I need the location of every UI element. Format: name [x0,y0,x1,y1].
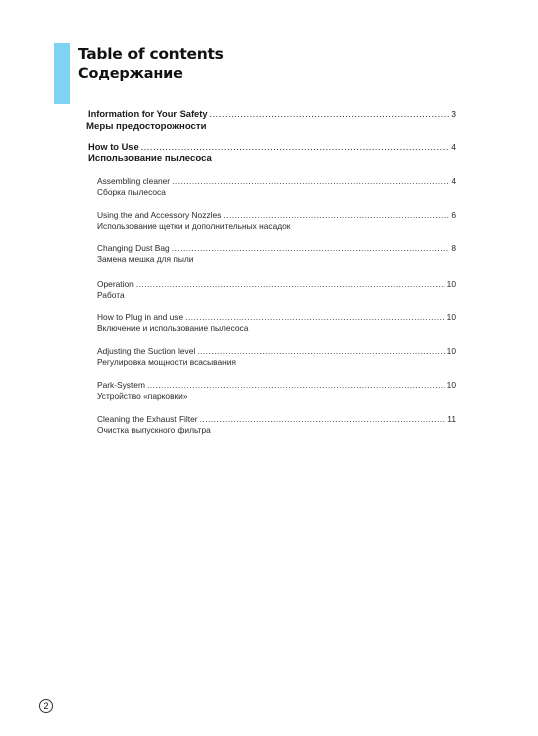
page-title: Table of contents [78,45,224,63]
toc-entry-page: 10 [446,312,456,322]
toc-entry-suction[interactable] [97,346,456,367]
toc-entry-page: 10 [446,346,456,356]
toc-entry-label: Information for Your Safety [88,109,208,119]
page-title-russian: Содержание [78,66,183,82]
toc-entry-label: Park-System [97,380,145,390]
toc-entry-sublabel: Замена мешка для пыли [97,254,194,264]
leader-dots [223,210,449,220]
toc-entry-nozzles[interactable] [97,210,456,231]
toc-entry-sublabel: Регулировка мощности всасывания [97,357,236,367]
leader-dots [172,176,449,186]
page-number-badge: 2 [39,699,53,713]
toc-entry-label: How to Plug in and use [97,312,184,322]
toc-entry-safety[interactable] [88,109,456,119]
toc-entry-sublabel: Устройство «парковки» [97,391,188,401]
toc-entry-page: 10 [446,380,456,390]
toc-entry-exhaust-filter[interactable] [97,414,456,435]
toc-entry-safety-ru [86,120,206,132]
toc-entry-sublabel: Очистка выпускного фильтра [97,425,211,435]
title-accent-bar [54,43,70,104]
toc-entry-assembling[interactable] [97,176,456,197]
toc-entry-plug-in[interactable] [97,312,456,333]
toc-entry-sublabel: Меры предосторожности [86,121,207,132]
toc-entry-label: Adjusting the Suction level [97,346,196,356]
toc-entry-how-to-use[interactable] [88,142,456,164]
leader-dots [172,243,450,253]
toc-entry-sublabel: Включение и использование пылесоса [97,323,249,333]
toc-entry-park-system[interactable] [97,380,456,401]
toc-entry-dust-bag[interactable] [97,243,456,264]
toc-entry-page: 8 [451,243,456,253]
leader-dots [210,109,450,119]
toc-entry-sublabel: Работа [97,290,125,300]
toc-entry-label: Cleaning the Exhaust Filter [97,414,198,424]
leader-dots [185,312,445,322]
toc-entry-label: Using the and Accessory Nozzles [97,210,222,220]
leader-dots [136,279,445,289]
toc-entry-page: 3 [451,109,456,119]
toc-entry-page: 10 [446,279,456,289]
toc-entry-page: 4 [451,142,456,152]
toc-entry-operation[interactable] [97,279,456,300]
toc-entry-sublabel: Использование щетки и дополнительных насадок [97,221,291,231]
toc-entry-page: 4 [451,176,456,186]
leader-dots [147,380,445,390]
toc-entry-label: Changing Dust Bag [97,243,170,253]
toc-entry-label: Assembling cleaner [97,176,171,186]
toc-entry-page: 6 [451,210,456,220]
toc-entry-label: How to Use [88,142,139,152]
leader-dots [197,346,444,356]
toc-entry-sublabel: Использование пылесоса [88,153,212,164]
toc-entry-page: 11 [447,414,456,424]
leader-dots [200,414,446,424]
toc-entry-sublabel: Сборка пылесоса [97,187,166,197]
leader-dots [141,142,450,152]
toc-entry-label: Operation [97,279,134,289]
